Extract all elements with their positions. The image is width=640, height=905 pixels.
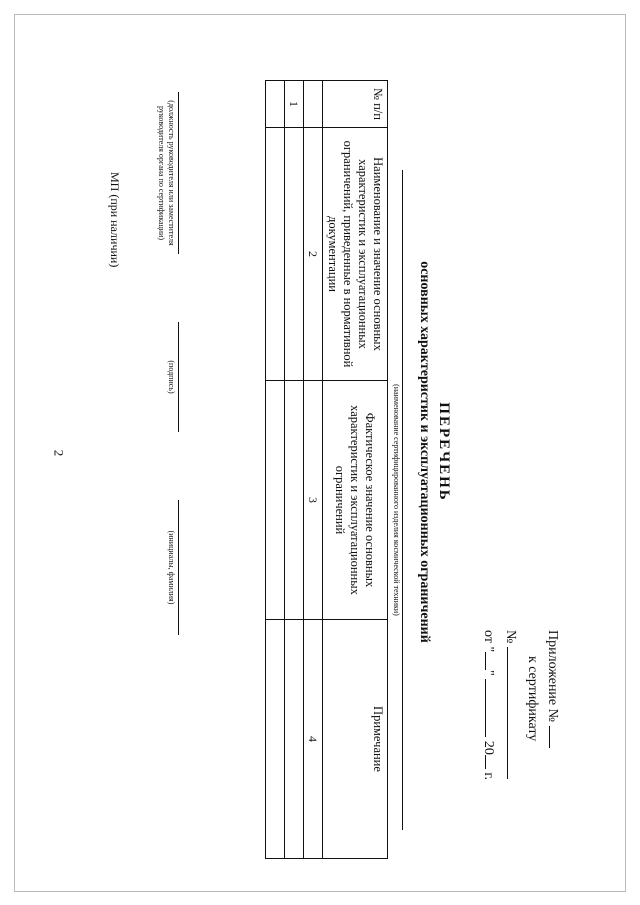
characteristics-table [265,80,388,859]
table-cell[interactable] [285,381,304,620]
table-header-row [323,81,388,859]
day-blank[interactable] [485,652,500,670]
header-number: № п/п [323,81,388,128]
column-number-2: 2 [304,128,323,381]
date-quote-open: " [481,646,496,653]
name-caption: (инициалы, фамилия) [167,530,176,605]
year-blank[interactable] [485,755,500,769]
year-prefix: 20 [481,740,496,755]
page-number: 2 [51,449,67,457]
header-note: Примечание [323,620,388,859]
appendix-title: Приложение № [545,630,560,722]
position-signature-line[interactable] [178,92,179,254]
table-cell[interactable] [266,620,285,859]
date-from-label: от [481,630,496,643]
header-actual-value: Фактическое значение основных характеристик и эксплуатационных ограничений [323,381,388,620]
certificate-number-blank[interactable] [507,647,522,779]
table-cell[interactable] [266,128,285,381]
date-quote-close: " [481,670,496,676]
certificate-number-line [500,630,522,800]
column-number-1 [304,81,323,128]
appendix-number-blank[interactable] [549,726,564,748]
stamp-label: МП (при наличии) [108,172,122,268]
table-row [266,81,285,859]
rotated-page-content [40,22,600,882]
signature-caption: (подпись) [167,360,176,394]
table-cell[interactable] [285,620,304,859]
appendix-line [542,630,564,800]
year-suffix: г. [481,772,496,781]
number-sign: № [503,630,518,644]
position-caption: (должность руководителя или заместителя руководителя органа по сертификации) [157,100,176,246]
document-subtitle: основных характеристик и эксплуатационных ограничений [417,261,432,643]
signature-line[interactable] [178,322,179,432]
column-number-3: 3 [304,381,323,620]
header-nominal-value: Наименование и значение основных характеристик и эксплуатационных ограничений, приведенные в нормативной документации [323,128,388,381]
certificate-label: к сертификату [525,656,540,742]
column-numbers-row [304,81,323,859]
name-line[interactable] [178,500,179,635]
table-cell [266,81,285,128]
appendix-block [478,630,564,800]
table-cell[interactable] [285,128,304,381]
table-cell: 1 [285,81,304,128]
month-blank[interactable] [485,679,500,737]
table-cell[interactable] [266,381,285,620]
product-name-line[interactable] [402,170,403,830]
table-row [285,81,304,859]
product-name-caption: (наименование сертифицированного изделия космической техники) [392,384,401,616]
column-number-4: 4 [304,620,323,859]
date-line [478,630,500,800]
document-title: ПЕРЕЧЕНЬ [436,402,452,502]
